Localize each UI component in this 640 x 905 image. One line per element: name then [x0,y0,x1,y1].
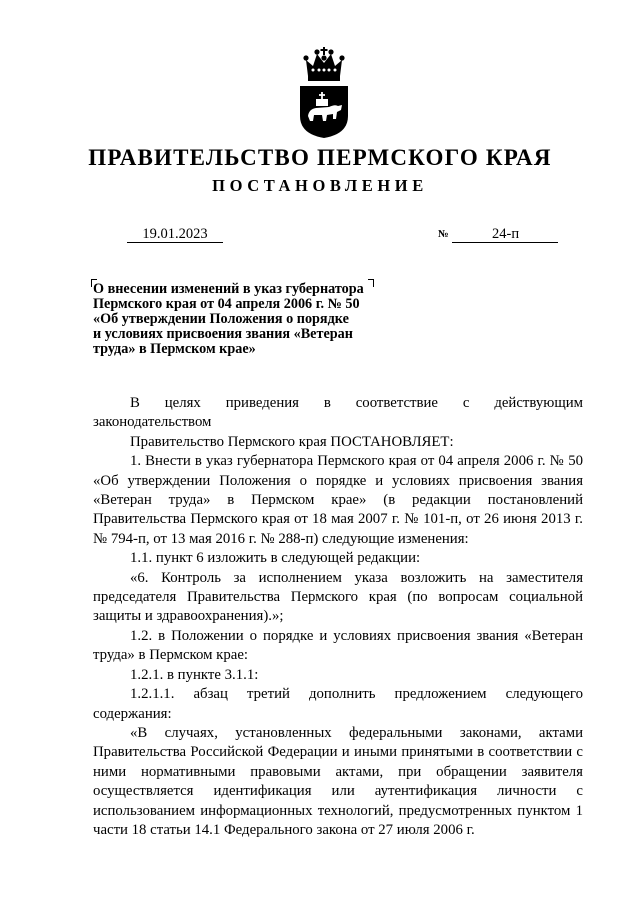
document-subject [93,282,403,357]
body-paragraph: «В случаях, установленных федеральными законами, актами Правительства Российской Федерации и иными принятыми в соответствии с ними нормативными правовыми актами, при обращении заявителя осуществляется идентификация или аутентификация личности с использованием информационных технологий, предусмотренных пунктом 1 части 18 статьи 14.1 Федерального закона от 27 июля 2006 г. [93,724,583,838]
document-type: ПОСТАНОВЛЕНИЕ [212,176,428,195]
body-paragraph: «6. Контроль за исполнением указа возложить на заместителя председателя Правительства Пермского края (по вопросам социальной защиты и здравоохранения).»; [93,569,583,625]
body-paragraph: 1.2. в Положении о порядке и условиях присвоения звания «Ветеран труда» в Пермском крае: [93,627,583,664]
body-paragraph: 1.1. пункт 6 изложить в следующей редакции: [130,550,421,567]
body-paragraph: 1.2.1.1. абзац третий дополнить предложением следующего содержания: [93,686,583,722]
body-paragraph: 1.2.1. в пункте 3.1.1: [130,666,259,683]
subject-line: О внесении изменений в указ губернатора [93,281,364,297]
subject-line: и условиях присвоения звания «Ветеран [93,326,353,342]
document-body [93,394,583,840]
body-paragraph: 1. Внести в указ губернатора Пермского края от 04 апреля 2006 г. № 50 «Об утверждении Положения о порядке и условиях присвоения звания «Ветеран труда» в Пермском крае» (в редакции постановлений Правительства Пермского края от 18 мая 2007 г. № 101-п, от 26 июня 2013 г. № 794-п, от 13 мая 2016 г. № 288-п) следующие изменения: [93,453,583,547]
body-paragraph: законодательством [93,414,212,431]
number-label: № [438,229,449,240]
subject-line: труда» в Пермском крае» [93,341,256,357]
government-title: ПРАВИТЕЛЬСТВО ПЕРМСКОГО КРАЯ [88,145,552,170]
document-date: 19.01.2023 [127,226,223,243]
perm-krai-coat-of-arms-icon [299,46,349,138]
body-paragraph: Правительство Пермского края ПОСТАНОВЛЯЕТ: [130,433,454,450]
subject-line: «Об утверждении Положения о порядке [93,311,349,327]
body-paragraph: В целях приведения в соответствие с действующим [130,395,583,411]
subject-line: Пермского края от 04 апреля 2006 г. № 50 [93,296,360,312]
document-number: 24-п [492,226,520,242]
document-number-field [452,226,558,243]
